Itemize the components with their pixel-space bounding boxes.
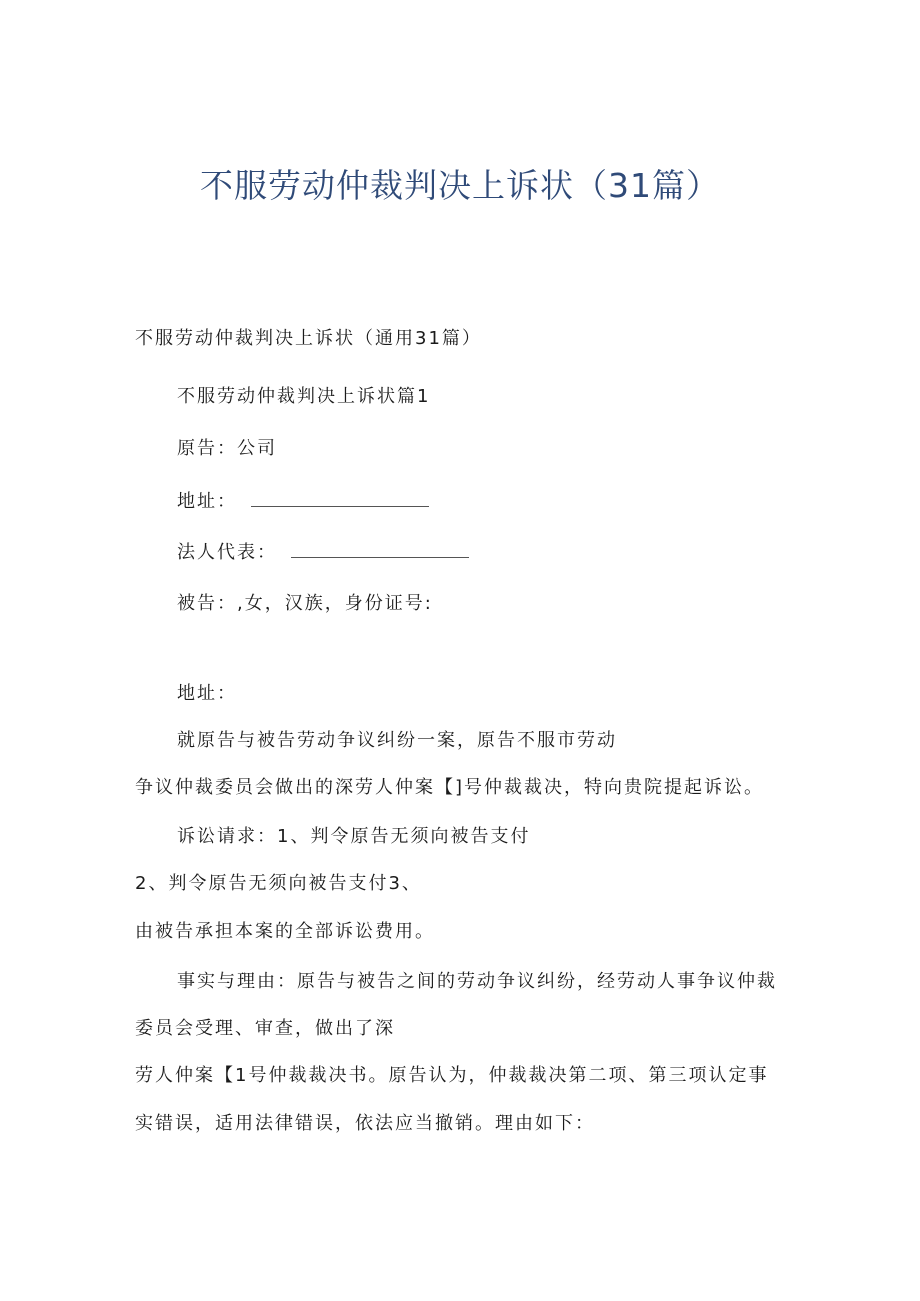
- facts-line3: 劳人仲案【1号仲裁裁决书。原告认为，仲裁裁决第二项、第三项认定事: [135, 1065, 769, 1086]
- para1-line2: 争议仲裁委员会做出的深劳人仲案【]号仲裁裁决，特向贵院提起诉讼。: [135, 777, 765, 798]
- claims-line3: 由被告承担本案的全部诉讼费用。: [135, 921, 435, 942]
- para1-line1: 就原告与被告劳动争议纠纷一案，原告不服市劳动: [177, 730, 617, 751]
- facts-line2: 委员会受理、审查，做出了深: [135, 1018, 395, 1039]
- address-label: 地址：: [177, 491, 237, 512]
- address-row: [177, 487, 429, 513]
- legal-rep-row: [177, 538, 469, 564]
- address-blank: [251, 492, 429, 507]
- document-title: 不服劳动仲裁判决上诉状（31篇）: [200, 166, 720, 205]
- defendant-line: 被告：,女，汉族，身份证号:: [177, 593, 433, 614]
- address-label-2: 地址：: [177, 683, 237, 704]
- legal-rep-label: 法人代表：: [177, 542, 277, 563]
- facts-line1: 事实与理由：原告与被告之间的劳动争议纠纷，经劳动人事争议仲裁: [177, 971, 777, 992]
- claims-line2: 2、判令原告无须向被告支付3、: [135, 873, 422, 894]
- document-subtitle: 不服劳动仲裁判决上诉状（通用31篇）: [135, 328, 482, 349]
- legal-rep-blank: [291, 543, 469, 558]
- plaintiff-line: 原告：公司: [177, 438, 277, 459]
- claims-line1: 诉讼请求：1、判令原告无须向被告支付: [177, 826, 531, 847]
- facts-line4: 实错误，适用法律错误，依法应当撤销。理由如下：: [135, 1113, 595, 1134]
- section-heading: 不服劳动仲裁判决上诉状篇1: [177, 386, 431, 407]
